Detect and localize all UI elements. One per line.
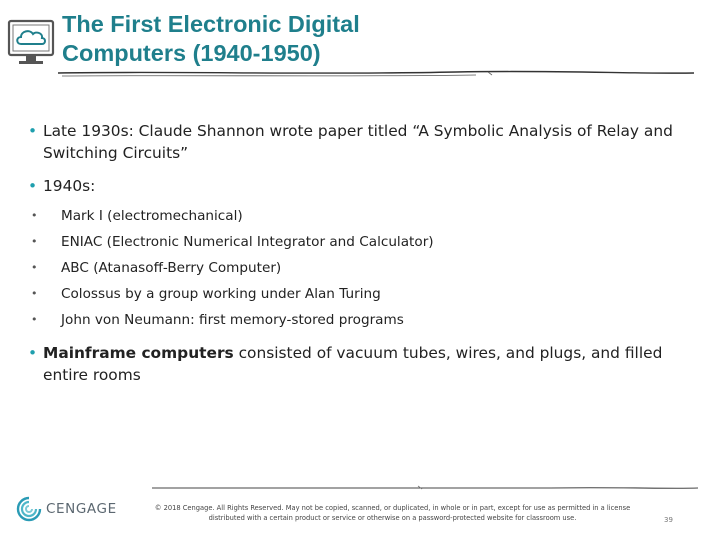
- sub-bullet-text: ENIAC (Electronic Numerical Integrator and Calculator): [61, 234, 434, 250]
- bullet-item-1940s: [26, 175, 686, 197]
- copyright-notice: [140, 503, 645, 523]
- sub-bullet-item: [26, 285, 686, 303]
- bullet-text: consisted of vacuum tubes, wires, and plugs, and filled entire rooms: [43, 344, 663, 384]
- sub-bullet-item: [26, 259, 686, 277]
- cengage-logo-icon: [16, 496, 42, 522]
- sub-bullet-item: [26, 207, 686, 225]
- page-number: 39: [664, 516, 673, 524]
- bullet-item-shannon: [26, 120, 686, 164]
- bullet-item-mainframe: [26, 342, 686, 386]
- slide-title: [62, 10, 682, 68]
- bullet-bold-term: Mainframe computers: [43, 344, 234, 362]
- cengage-logo-text: CENGAGE: [46, 501, 117, 517]
- sub-bullet-item: [26, 233, 686, 251]
- title-underline: [56, 66, 696, 82]
- sub-bullet-text: Mark I (electromechanical): [61, 208, 243, 224]
- copyright-line2: distributed with a certain product or service or otherwise on a password-protected website for classroom use.: [208, 514, 577, 522]
- copyright-line1: © 2018 Cengage. All Rights Reserved. May not be copied, scanned, or duplicated, in whole or in part, except for use as permitted in a license: [154, 504, 631, 512]
- sub-bullet-marker: •: [31, 261, 38, 274]
- sub-bullet-marker: •: [31, 235, 38, 248]
- footer-divider: [150, 483, 700, 493]
- sub-bullet-text: John von Neumann: first memory-stored programs: [61, 312, 404, 328]
- bullet-text: 1940s:: [43, 177, 96, 195]
- sub-bullet-marker: •: [31, 313, 38, 326]
- bullet-list: [26, 120, 686, 386]
- sub-bullet-text: ABC (Atanasoff-Berry Computer): [61, 260, 282, 276]
- bullet-marker: •: [28, 122, 38, 140]
- slide-title-line2: Computers (1940-1950): [62, 40, 321, 66]
- cengage-logo: [16, 494, 126, 524]
- bullet-text: Late 1930s: Claude Shannon wrote paper titled “A Symbolic Analysis of Relay and Switching Circuits”: [43, 122, 673, 162]
- cloud-computer-icon: [6, 18, 58, 72]
- sub-bullet-marker: •: [31, 287, 38, 300]
- sub-bullet-item: [26, 311, 686, 329]
- bullet-marker: •: [28, 177, 38, 195]
- slide-title-line1: The First Electronic Digital: [62, 11, 360, 37]
- bullet-marker: •: [28, 344, 38, 362]
- sub-bullet-marker: •: [31, 209, 38, 222]
- sub-bullet-text: Colossus by a group working under Alan Turing: [61, 286, 381, 302]
